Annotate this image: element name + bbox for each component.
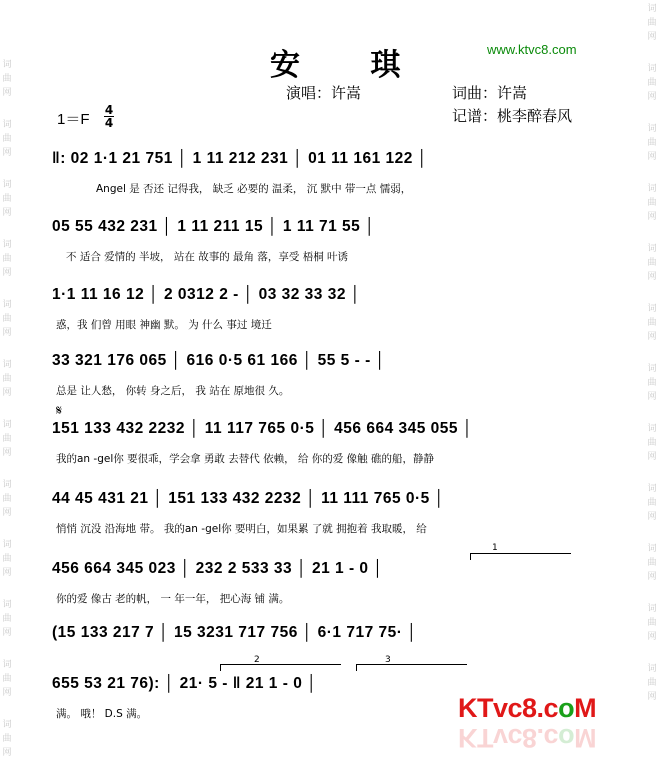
score-row — [52, 286, 612, 336]
watermark-char: 曲 — [2, 434, 12, 444]
watermark-char: 网 — [2, 748, 12, 758]
watermark-char: 网 — [2, 148, 12, 158]
watermark-char: 词 — [2, 360, 12, 370]
watermark-left — [0, 0, 14, 783]
watermark-char: 词 — [2, 420, 12, 430]
watermark-char: 词 — [2, 540, 12, 550]
watermark-char: 词 — [2, 720, 12, 730]
watermark-char: 词 — [2, 60, 12, 70]
notation-line: ‖: 02 1·1 21 751 │ 1 11 212 231 │ 01 11 161 122 │ — [52, 150, 428, 167]
watermark-char: 曲 — [2, 194, 12, 204]
watermark-char: 词 — [2, 660, 12, 670]
watermark-char: 曲 — [647, 438, 657, 448]
watermark-char: 词 — [2, 480, 12, 490]
time-sig-bottom: 4 — [104, 116, 114, 130]
watermark-char: 词 — [2, 180, 12, 190]
watermark-char: 网 — [647, 332, 657, 342]
score-row — [52, 490, 612, 540]
lyrics-line: Angel 是 否还 记得我， 缺乏 必要的 温柔， 沉 默中 带一点 懦弱， — [96, 183, 412, 195]
lyrics-line: 不 适合 爱情的 半坡， 站在 故事的 最角 落，享受 梧桐 叶诱 — [66, 251, 349, 263]
watermark-char: 曲 — [647, 138, 657, 148]
watermark-char: 网 — [647, 92, 657, 102]
watermark-char: 曲 — [2, 674, 12, 684]
watermark-char: 词 — [647, 484, 657, 494]
watermark-char: 词 — [647, 604, 657, 614]
segno-sign: 𝄋 — [56, 403, 63, 419]
score-row — [52, 352, 612, 402]
watermark-char: 网 — [2, 388, 12, 398]
score-row — [52, 560, 612, 610]
watermark-char: 词 — [647, 424, 657, 434]
watermark-char: 曲 — [647, 558, 657, 568]
watermark-char: 词 — [647, 184, 657, 194]
watermark-char: 曲 — [2, 254, 12, 264]
watermark-char: 网 — [647, 632, 657, 642]
watermark-right — [645, 0, 659, 783]
watermark-char: 曲 — [647, 258, 657, 268]
lyrics-line: 总是 让人愁， 你转 身之后， 我 站在 原地很 久。 — [56, 385, 290, 397]
watermark-char: 词 — [2, 240, 12, 250]
transcriber-credit: 记谱：桃李醉春风 — [452, 107, 573, 125]
volta-1-label: 1 — [492, 543, 498, 553]
score-row — [52, 218, 612, 268]
website-link[interactable]: www.ktvc8.com — [487, 42, 577, 57]
watermark-char: 网 — [2, 208, 12, 218]
score-row — [52, 420, 612, 470]
ktvc8-logo-reflection: KTvc8.coM — [458, 723, 597, 753]
watermark-char: 网 — [2, 328, 12, 338]
lyrics-line: 你的爱 像古 老的帆， 一 年一年， 把心海 铺 满。 — [56, 593, 290, 605]
watermark-char: 词 — [2, 600, 12, 610]
key-signature: 1＝F — [57, 111, 90, 128]
watermark-char: 网 — [2, 88, 12, 98]
watermark-char: 曲 — [2, 314, 12, 324]
watermark-char: 词 — [647, 4, 657, 14]
watermark-char: 曲 — [2, 494, 12, 504]
volta-2-label: 2 — [254, 655, 260, 665]
watermark-char: 网 — [647, 272, 657, 282]
notation-line: 151 133 432 2232 │ 11 117 765 0·5 │ 456 664 345 055 │ — [52, 420, 474, 437]
watermark-char: 曲 — [647, 78, 657, 88]
score-row — [52, 624, 612, 658]
watermark-char: 网 — [2, 268, 12, 278]
notation-line: 05 55 432 231 │ 1 11 211 15 │ 1 11 71 55 │ — [52, 218, 376, 235]
notation-line: 33 321 176 065 │ 616 0·5 61 166 │ 55 5 - - │ — [52, 352, 386, 369]
notation-line: 456 664 345 023 │ 232 2 533 33 │ 21 1 - 0 │ — [52, 560, 384, 577]
watermark-char: 网 — [2, 568, 12, 578]
watermark-char: 词 — [647, 64, 657, 74]
watermark-char: 曲 — [647, 198, 657, 208]
watermark-char: 网 — [647, 572, 657, 582]
volta-1-bracket — [470, 553, 571, 560]
time-signature — [104, 104, 114, 129]
watermark-char: 曲 — [2, 554, 12, 564]
volta-2-bracket — [220, 664, 341, 671]
watermark-char: 曲 — [2, 374, 12, 384]
watermark-char: 词 — [647, 304, 657, 314]
singer-credit: 演唱：许嵩 — [286, 84, 362, 102]
watermark-char: 曲 — [2, 134, 12, 144]
watermark-char: 网 — [647, 32, 657, 42]
watermark-char: 曲 — [647, 318, 657, 328]
lyrics-line: 惑，我 们曾 用眼 神幽 默。 为 什么 事过 境迁 — [56, 319, 272, 331]
watermark-char: 网 — [2, 628, 12, 638]
lyrics-line: 悄悄 沉没 沿海地 带。 我的an -gel你 要明白，如果累 了就 拥抱着 我取暖， 给 — [56, 523, 427, 535]
watermark-char: 词 — [647, 664, 657, 674]
time-sig-top: 4 — [104, 103, 114, 117]
watermark-char: 词 — [647, 124, 657, 134]
watermark-char: 曲 — [647, 678, 657, 688]
volta-3-bracket — [356, 664, 467, 671]
watermark-char: 曲 — [2, 614, 12, 624]
notation-line: 44 45 431 21 │ 151 133 432 2232 │ 11 111 765 0·5 │ — [52, 490, 445, 507]
watermark-char: 曲 — [647, 18, 657, 28]
watermark-char: 网 — [647, 152, 657, 162]
watermark-char: 曲 — [647, 498, 657, 508]
composer-credit: 词曲：许嵩 — [452, 84, 528, 102]
watermark-char: 网 — [2, 448, 12, 458]
lyrics-line: 满。 哦！ D.S 满。 — [56, 708, 148, 720]
notation-line: (15 133 217 7 │ 15 3231 717 756 │ 6·1 717 75· │ — [52, 624, 418, 641]
score-row — [52, 150, 612, 200]
watermark-char: 曲 — [2, 74, 12, 84]
watermark-char: 曲 — [647, 618, 657, 628]
watermark-char: 词 — [2, 120, 12, 130]
watermark-char: 网 — [647, 692, 657, 702]
watermark-char: 网 — [647, 212, 657, 222]
notation-line: 655 53 21 76): │ 21· 5 - ‖ 21 1 - 0 │ — [52, 675, 318, 692]
watermark-char: 网 — [647, 452, 657, 462]
watermark-char: 词 — [647, 364, 657, 374]
song-title: 安 琪 — [270, 48, 431, 83]
watermark-char: 曲 — [2, 734, 12, 744]
watermark-char: 网 — [647, 392, 657, 402]
watermark-char: 词 — [647, 244, 657, 254]
volta-3-label: 3 — [385, 655, 391, 665]
watermark-char: 网 — [2, 688, 12, 698]
ktvc8-logo: KTvc8.coM — [458, 693, 597, 723]
watermark-char: 曲 — [647, 378, 657, 388]
watermark-char: 网 — [647, 512, 657, 522]
lyrics-line: 我的an -gel你 要很乖，学会拿 勇敢 去替代 依赖， 给 你的爱 像触 礁的船，静静 — [56, 453, 434, 465]
watermark-char: 网 — [2, 508, 12, 518]
watermark-char: 词 — [647, 544, 657, 554]
watermark-char: 词 — [2, 300, 12, 310]
notation-line: 1·1 11 16 12 │ 2 0312 2 - │ 03 32 33 32 │ — [52, 286, 361, 303]
